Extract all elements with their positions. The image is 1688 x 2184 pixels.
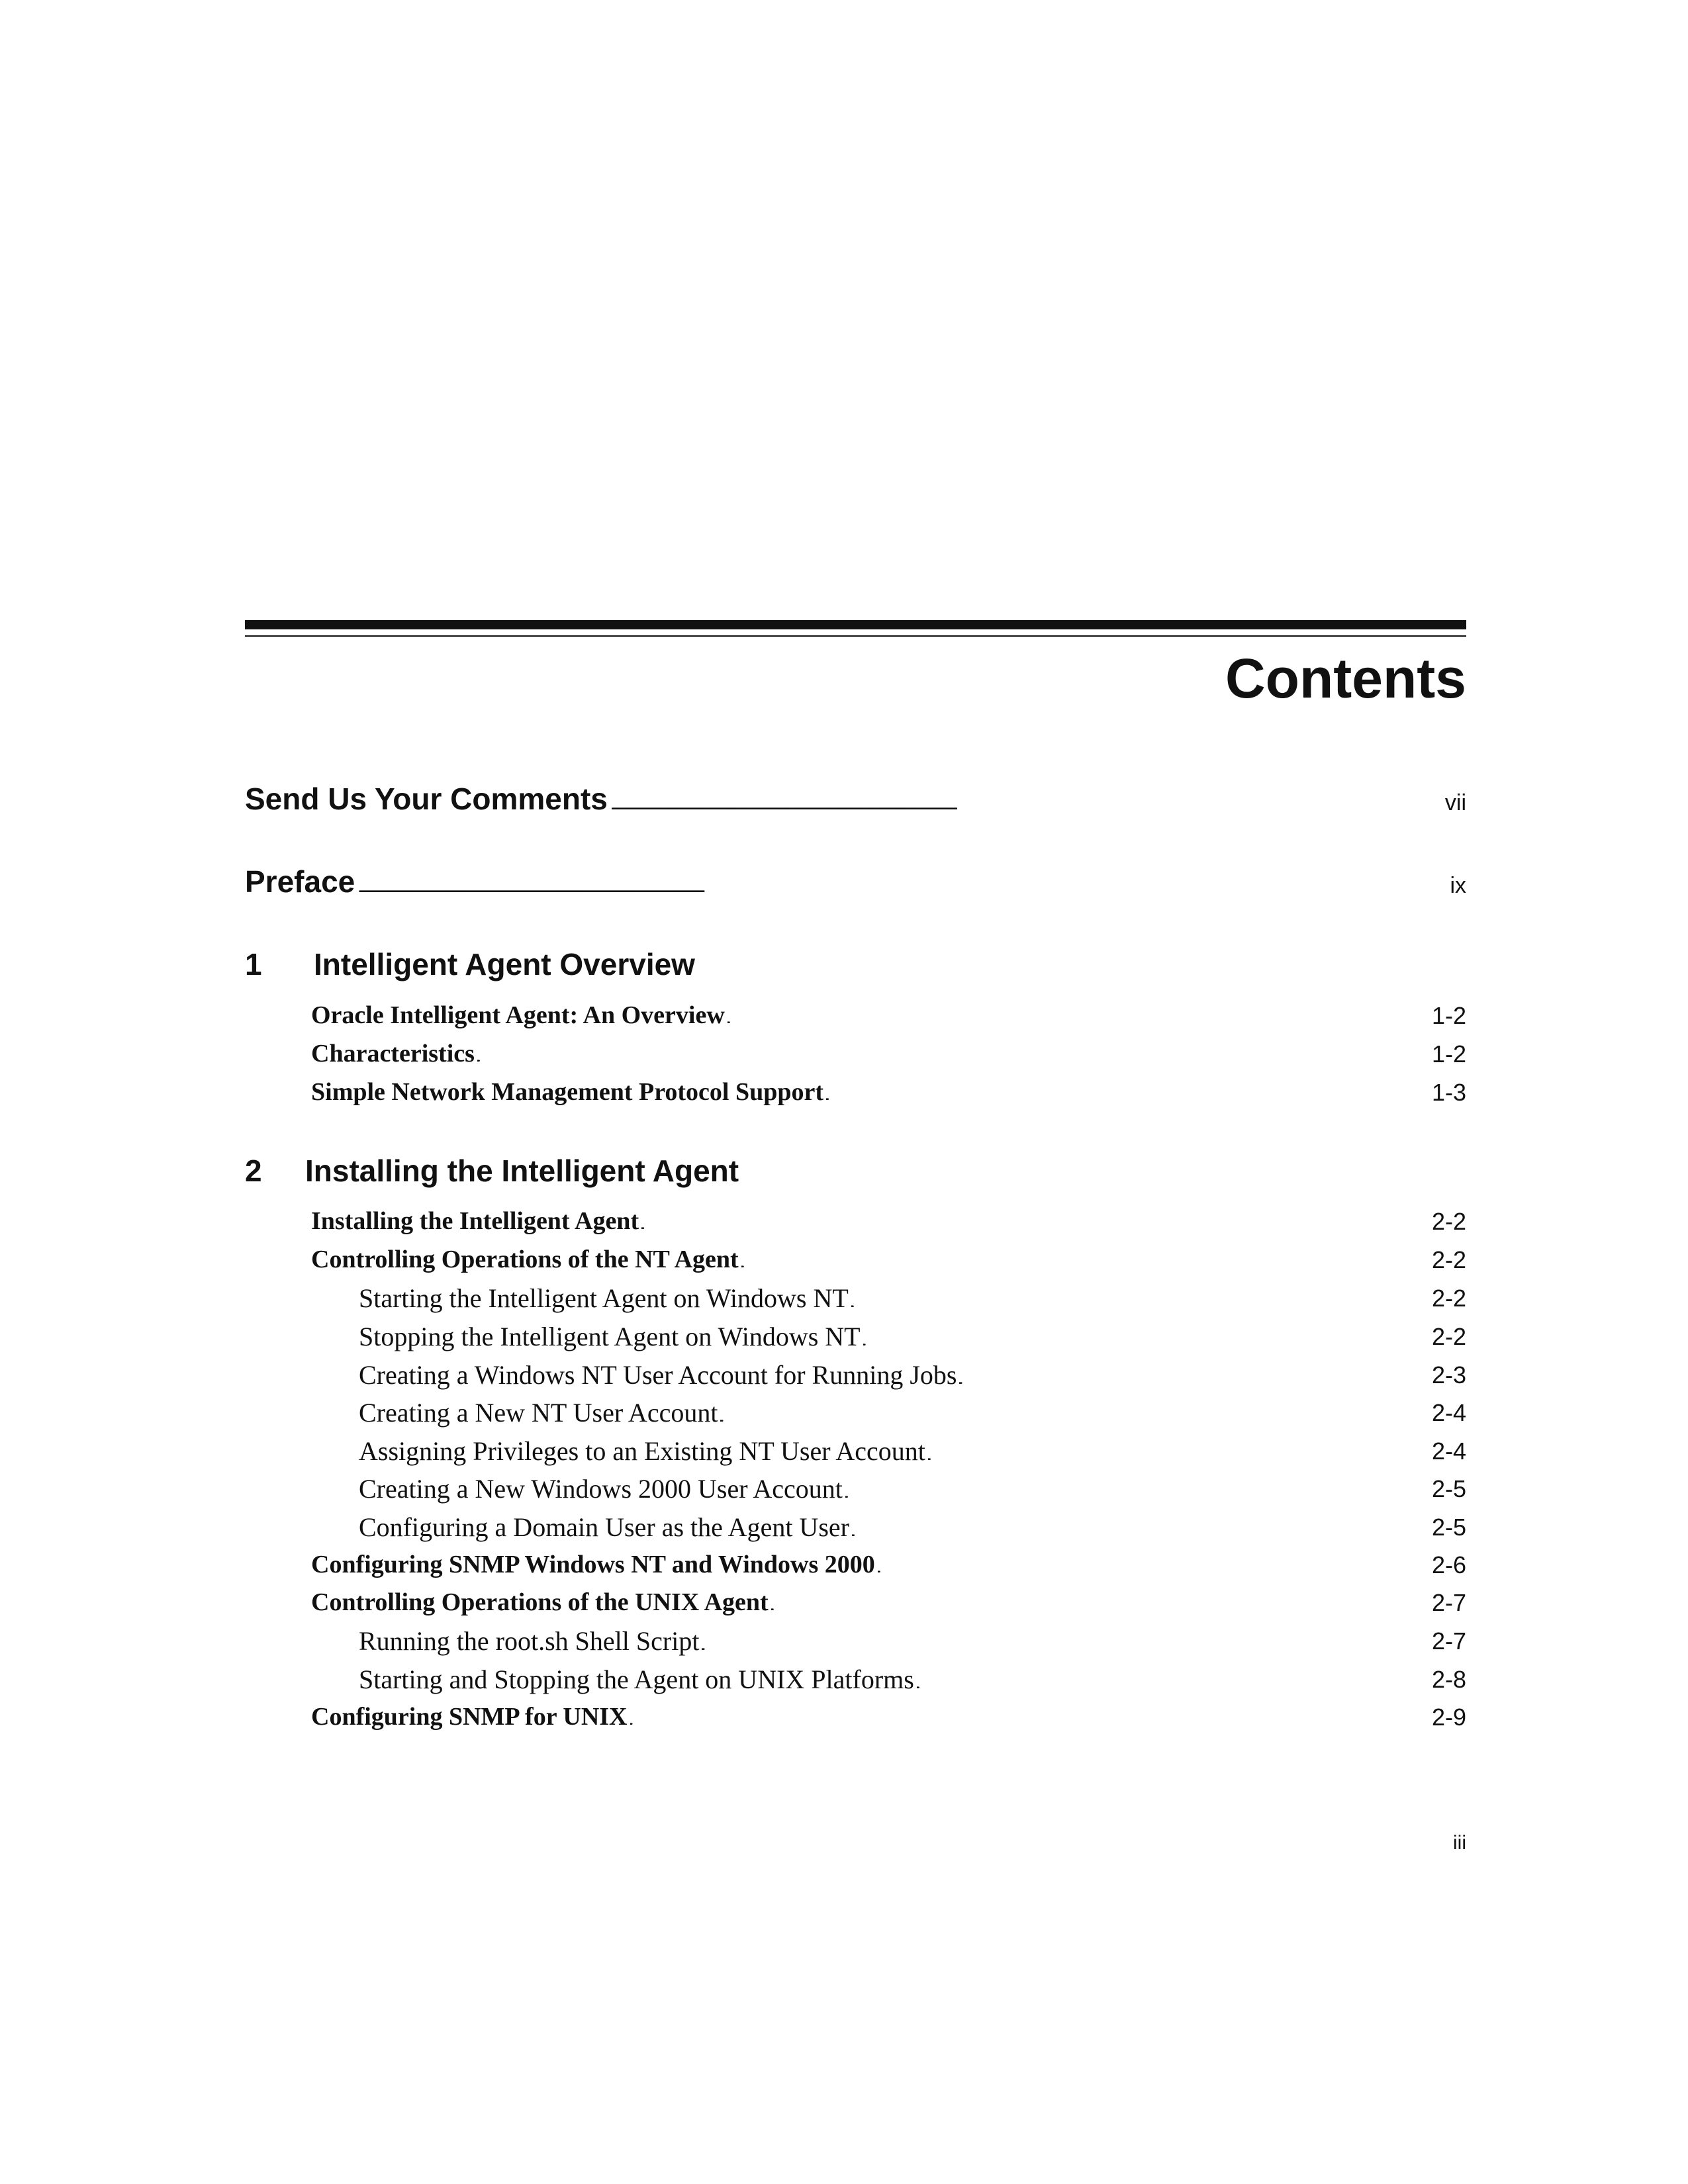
dot-leader [477, 1048, 1405, 1066]
toc-entry-preface[interactable] [0, 864, 1688, 910]
toc-entry[interactable] [0, 1625, 1688, 1660]
toc-entry-leader [359, 1283, 1405, 1314]
chapter-number: 2 [245, 1154, 262, 1188]
dot-leader [610, 796, 1422, 814]
toc-entry-page: 2-8 [1431, 1666, 1466, 1693]
toc-entry-leader [311, 1702, 1405, 1731]
dot-leader [741, 1254, 1405, 1271]
toc-entry[interactable] [0, 1206, 1688, 1240]
toc-entry-leader [245, 781, 1422, 817]
toc-entry-page: 2-7 [1431, 1627, 1466, 1655]
dot-leader [641, 1216, 1405, 1233]
toc-entry[interactable] [0, 1702, 1688, 1735]
toc-entry[interactable] [0, 1245, 1688, 1278]
toc-entry-page: 2-3 [1431, 1361, 1466, 1388]
toc-entry-leader [245, 864, 1422, 899]
toc-entry-label: Assigning Privileges to an Existing NT User Account [359, 1436, 925, 1466]
toc-entry-page: 2-2 [1431, 1323, 1466, 1350]
toc-entry-leader [311, 1245, 1405, 1274]
toc-entry-leader [359, 1321, 1405, 1352]
dot-leader [357, 878, 1422, 897]
dot-leader [852, 1523, 1405, 1540]
page-number: iii [1453, 1832, 1466, 1854]
toc-entry-page: 1-3 [1431, 1079, 1466, 1106]
toc-entry-leader [359, 1397, 1405, 1428]
dot-leader [851, 1294, 1405, 1311]
chapter-title: Intelligent Agent Overview [314, 947, 695, 981]
toc-entry[interactable] [0, 1397, 1688, 1432]
toc-entry[interactable] [0, 1550, 1688, 1583]
toc-entry-page: 1-2 [1431, 1002, 1466, 1029]
toc-entry-label: Simple Network Management Protocol Support [311, 1078, 824, 1106]
toc-entry-page: 2-2 [1431, 1246, 1466, 1273]
toc-entry-leader [359, 1625, 1405, 1657]
dot-leader [959, 1371, 1405, 1388]
dot-leader [917, 1675, 1405, 1692]
dot-leader [826, 1087, 1405, 1104]
toc-entry-page: 2-4 [1431, 1437, 1466, 1465]
toc-entry-label: Configuring SNMP Windows NT and Windows 2000 [311, 1551, 875, 1578]
toc-entry-label: Starting and Stopping the Agent on UNIX Platforms [359, 1664, 914, 1694]
dot-leader [878, 1559, 1405, 1576]
toc-entry-leader [311, 1550, 1405, 1579]
toc-entry[interactable] [0, 1359, 1688, 1394]
toc-entry-label: Send Us Your Comments [245, 782, 608, 816]
toc-entry-label: Configuring a Domain User as the Agent User [359, 1512, 849, 1542]
dot-leader [771, 1597, 1405, 1614]
toc-entry[interactable] [0, 1283, 1688, 1317]
toc-entry-page: 2-7 [1431, 1589, 1466, 1616]
dot-leader [928, 1447, 1405, 1464]
toc-entry-page: vii [1444, 790, 1466, 815]
chapter-title: Installing the Intelligent Agent [305, 1154, 739, 1188]
toc-entry[interactable] [0, 1077, 1688, 1111]
toc-entry-label: Creating a New NT User Account [359, 1398, 718, 1428]
dot-leader [720, 1408, 1405, 1426]
title-rule-thick [245, 620, 1466, 629]
toc-entry-page: 2-5 [1431, 1475, 1466, 1502]
chapter-heading-1[interactable] [245, 946, 695, 982]
toc-entry-leader [359, 1359, 1405, 1390]
toc-entry-page: ix [1450, 873, 1466, 898]
dot-leader [630, 1711, 1405, 1729]
toc-entry-page: 2-2 [1431, 1285, 1466, 1312]
toc-entry-label: Characteristics [311, 1040, 475, 1068]
toc-entry-leader [359, 1435, 1405, 1467]
toc-entry[interactable] [0, 1321, 1688, 1355]
toc-entry-leader [359, 1473, 1405, 1504]
toc-entry-page: 2-6 [1431, 1551, 1466, 1578]
toc-entry-leader [311, 1077, 1405, 1107]
toc-entry-label: Installing the Intelligent Agent [311, 1207, 639, 1235]
toc-entry-label: Oracle Intelligent Agent: An Overview [311, 1001, 725, 1029]
toc-entry[interactable] [0, 1001, 1688, 1034]
toc-entry-page: 2-4 [1431, 1399, 1466, 1426]
toc-entry-label: Controlling Operations of the UNIX Agent [311, 1588, 769, 1616]
toc-entry-leader [311, 1001, 1405, 1030]
toc-entry[interactable] [0, 1588, 1688, 1621]
chapter-number: 1 [245, 947, 262, 981]
toc-entry[interactable] [0, 1435, 1688, 1470]
toc-entry[interactable] [0, 1512, 1688, 1546]
toc-entry-page: 2-5 [1431, 1514, 1466, 1541]
toc-entry[interactable] [0, 1664, 1688, 1698]
dot-leader [845, 1484, 1405, 1502]
toc-entry-page: 2-2 [1431, 1208, 1466, 1235]
toc-entry-label: Creating a New Windows 2000 User Account [359, 1474, 843, 1504]
toc-entry-label: Configuring SNMP for UNIX [311, 1703, 628, 1731]
toc-entry-page: 2-9 [1431, 1704, 1466, 1731]
toc-entry-label: Creating a Windows NT User Account for Running Jobs [359, 1360, 957, 1390]
toc-entry-label: Starting the Intelligent Agent on Windows NT [359, 1283, 849, 1313]
dot-leader [702, 1637, 1405, 1654]
toc-entry-label: Running the root.sh Shell Script [359, 1626, 700, 1656]
toc-entry-send-us-your-comments[interactable] [0, 781, 1688, 827]
dot-leader [727, 1010, 1405, 1027]
toc-entry-leader [359, 1512, 1405, 1543]
toc-entry[interactable] [0, 1039, 1688, 1072]
toc-entry[interactable] [0, 1473, 1688, 1508]
toc-entry-label: Stopping the Intelligent Agent on Windows NT [359, 1322, 861, 1351]
toc-entry-leader [311, 1588, 1405, 1617]
chapter-heading-2[interactable] [245, 1153, 739, 1189]
toc-entry-label: Controlling Operations of the NT Agent [311, 1246, 739, 1273]
title-rule-thin [245, 635, 1466, 637]
toc-entry-leader [359, 1664, 1405, 1695]
toc-entry-leader [311, 1206, 1405, 1236]
toc-entry-leader [311, 1039, 1405, 1068]
toc-entry-page: 1-2 [1431, 1040, 1466, 1068]
page-title: Contents [1225, 647, 1466, 709]
dot-leader [863, 1332, 1405, 1349]
toc-entry-label: Preface [245, 864, 355, 899]
